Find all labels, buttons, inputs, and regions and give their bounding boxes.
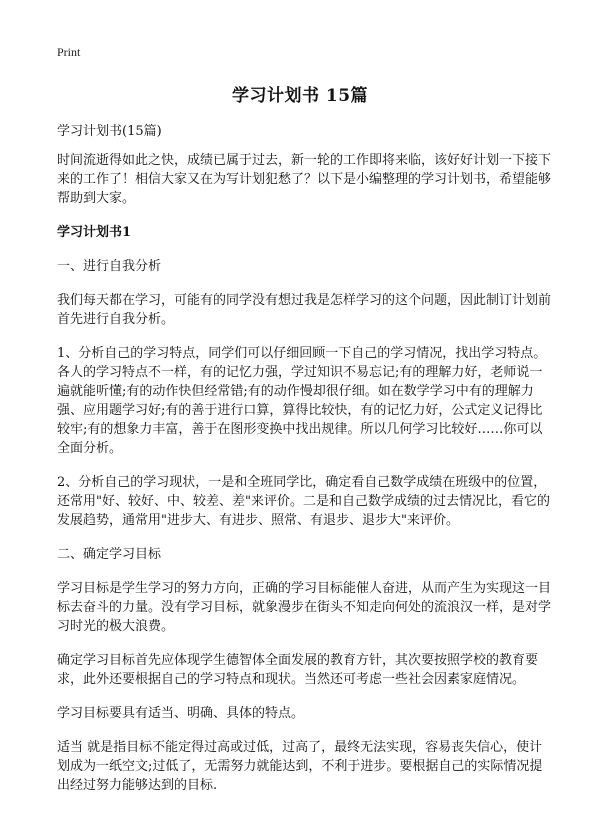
body-paragraph: 我们每天都在学习，可能有的同学没有想过我是怎样学习的这个问题，因此制订计划前首先进行自我分析。: [57, 293, 552, 327]
body-paragraph: 适当 就是指目标不能定得过高或过低，过高了，最终无法实现，容易丧失信心，使计划成为一纸空文;过低了，无需努力就能达到，不利于进步。要根据自己的实际情况提出经过努力能够达到的目标.: [57, 740, 543, 793]
page-title: 学习计划书 15篇: [231, 86, 369, 106]
subsection-heading: 二、确定学习目标: [57, 547, 162, 562]
body-paragraph: 确定学习目标首先应体现学生德智体全面发展的教育方针，其次要按照学校的教育要求，此外还要根据自己的学习特点和现状。当然还可考虑一些社会因素家庭情况。: [57, 653, 539, 687]
section-heading: 学习计划书1: [57, 225, 132, 240]
print-link[interactable]: Print: [57, 45, 81, 59]
subsection-heading: 一、进行自我分析: [57, 259, 162, 274]
intro-paragraph: 时间流逝得如此之快，成绩已属于过去，新一轮的工作即将来临，该好好计划一下接下来的工作了！相信大家又在为写计划犯愁了？以下是小编整理的学习计划书，希望能够帮助到大家。: [57, 153, 552, 206]
body-paragraph: 学习目标要具有适当、明确、具体的特点。: [57, 706, 305, 721]
body-paragraph: 学习目标是学生学习的努力方向，正确的学习目标能催人奋进，从而产生为实现这一目标去奋斗的力量。没有学习目标，就象漫步在街头不知走向何处的流浪汉一样，是对学习时光的极大浪费。: [57, 581, 552, 634]
document-subtitle: 学习计划书(15篇): [57, 124, 162, 139]
document-body: [57, 122, 553, 810]
body-paragraph: 2、分析自己的学习现状，一是和全班同学比，确定看自己数学成绩在班级中的位置，还常用"好、较好、中、较差、差"来评价。二是和自己数学成绩的过去情况比，看它的发展趋势，通常用"进步大、有进步、照常、有退步、退步大"来评价。: [57, 475, 550, 528]
body-paragraph: 1、分析自己的学习特点，同学们可以仔细回顾一下自己的学习情况，找出学习特点。各人的学习特点不一样，有的记忆力强，学过知识不易忘记;有的理解力好，老师说一遍就能听懂;有的动作快但经常错;有的动作慢却很仔细。如在数学学习中有的理解力强、应用题学习好;有的善于进行口算，算得比较快，有的记忆力好，公式定义记得比较牢;有的想象力丰富，善于在图形变换中找出规律。所以几何学习比较好……你可以全面分析。: [57, 346, 547, 456]
